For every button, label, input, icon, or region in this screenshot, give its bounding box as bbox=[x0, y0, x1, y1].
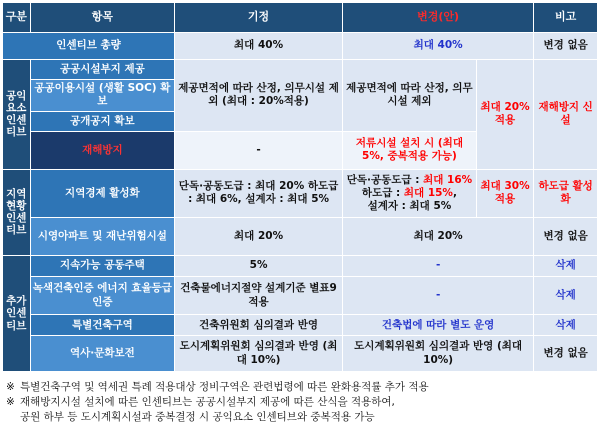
table-row-regional-1 bbox=[3, 169, 598, 217]
changed-regional-apartment: 최대 20% bbox=[343, 218, 534, 256]
category-regional: 지역현황인센티브 bbox=[3, 169, 31, 255]
footnotes bbox=[6, 380, 596, 425]
note-extra-special: 삭제 bbox=[534, 315, 598, 336]
item-extra-sustainable: 지속가능 공동주택 bbox=[30, 256, 175, 277]
category-extra: 추가인센티브 bbox=[3, 256, 31, 372]
changed-regional-line1-value: 최대 16% bbox=[423, 173, 473, 186]
incentive-table bbox=[2, 2, 598, 372]
table-row-total bbox=[3, 32, 598, 59]
current-extra-history: 도시계획위원회 심의결과 반영 (최대 10%) bbox=[175, 336, 343, 372]
table-row-regional-2 bbox=[3, 218, 598, 256]
note-public: 재해방지 신설 bbox=[534, 59, 598, 169]
note-extra-history: 변경 없음 bbox=[534, 336, 598, 372]
changed-extra-green: - bbox=[343, 277, 534, 315]
changed-extra-history: 도시계획위원회 심의결과 반영 (최대 10%) bbox=[343, 336, 534, 372]
changed-extra-special: 건축법에 따라 별도 운영 bbox=[343, 315, 534, 336]
max-public: 최대 20% 적용 bbox=[476, 59, 533, 169]
current-extra-sustainable: 5% bbox=[175, 256, 343, 277]
changed-regional-line3: 설계자 : 최대 5% bbox=[367, 199, 452, 212]
item-public-open-space: 공개공지 확보 bbox=[30, 111, 175, 131]
item-extra-green: 녹색건축인증 에너지 효율등급인증 bbox=[30, 277, 175, 315]
changed-total: 최대 40% bbox=[343, 32, 534, 59]
header-category: 구분 bbox=[3, 3, 31, 33]
item-public-land: 공공시설부지 제공 bbox=[30, 59, 175, 79]
current-regional-apartment: 최대 20% bbox=[175, 218, 343, 256]
header-item: 항목 bbox=[30, 3, 175, 33]
changed-extra-sustainable: - bbox=[343, 256, 534, 277]
changed-regional-line2-value: 최대 15% bbox=[403, 186, 453, 199]
note-extra-green: 삭제 bbox=[534, 277, 598, 315]
current-public: 제공면적에 따라 산정, 의무시설 제외 (최대 : 20%적용) bbox=[175, 59, 343, 131]
footnote-2 bbox=[6, 395, 596, 410]
item-regional-economy: 지역경제 활성화 bbox=[30, 169, 175, 217]
table-row-public-1 bbox=[3, 59, 598, 79]
header-changed: 변경(안) bbox=[343, 3, 534, 33]
note-regional-apartment: 변경 없음 bbox=[534, 218, 598, 256]
footnote-mark: ※ bbox=[6, 381, 15, 393]
table-row-extra-4 bbox=[3, 336, 598, 372]
item-public-disaster: 재해방지 bbox=[30, 131, 175, 169]
table-row-extra-2 bbox=[3, 277, 598, 315]
header-row bbox=[3, 3, 598, 33]
table-row-extra-1 bbox=[3, 256, 598, 277]
item-regional-apartment: 시영아파트 및 재난위험시설 bbox=[30, 218, 175, 256]
footnote-mark: ※ bbox=[6, 396, 15, 408]
note-total: 변경 없음 bbox=[534, 32, 598, 59]
table-row-extra-3 bbox=[3, 315, 598, 336]
item-extra-history: 역사·문화보전 bbox=[30, 336, 175, 372]
item-public-soc: 공공이용시설 (생활 SOC) 확보 bbox=[30, 79, 175, 111]
max-regional: 최대 30% 적용 bbox=[476, 169, 533, 217]
footnote-2-text: 재해방지시설 설치에 따른 인센티브는 공공시설부지 제공에 따른 산식을 적용하여, bbox=[20, 396, 395, 408]
changed-regional-line2-prefix: 하도급 : bbox=[361, 186, 404, 199]
footnote-1-text: 특별건축구역 및 역세권 특례 적용대상 정비구역은 관련법령에 따른 완화용적률 추가 적용 bbox=[20, 381, 429, 393]
header-note: 비고 bbox=[534, 3, 598, 33]
current-extra-green: 건축물에너지절약 설계기준 별표9 적용 bbox=[175, 277, 343, 315]
changed-public: 제공면적에 따라 산정, 의무시설 제외 bbox=[343, 59, 477, 131]
changed-regional-line2-suffix: , bbox=[452, 186, 457, 199]
item-extra-special: 특별건축구역 bbox=[30, 315, 175, 336]
footnote-2-continued: 공원 하부 등 도시계획시설과 중복결정 시 공익요소 인센티브와 중복적용 가능 bbox=[20, 411, 375, 423]
current-regional-economy: 단독·공동도급 : 최대 20% 하도급 : 최대 6%, 설계자 : 최대 5% bbox=[175, 169, 343, 217]
current-total: 최대 40% bbox=[175, 32, 343, 59]
category-public: 공익요소인센티브 bbox=[3, 59, 31, 169]
current-disaster: - bbox=[175, 131, 343, 169]
changed-regional-line1-prefix: 단독·공동도급 : bbox=[346, 173, 424, 186]
changed-regional-economy bbox=[343, 169, 477, 217]
item-total: 인센티브 총량 bbox=[3, 32, 175, 59]
footnote-1 bbox=[6, 380, 596, 395]
current-extra-special: 건축위원회 심의결과 반영 bbox=[175, 315, 343, 336]
note-regional-economy: 하도급 활성화 bbox=[534, 169, 598, 217]
header-current: 기정 bbox=[175, 3, 343, 33]
note-extra-sustainable: 삭제 bbox=[534, 256, 598, 277]
changed-disaster: 저류시설 설치 시 (최대 5%, 중복적용 가능) bbox=[343, 131, 477, 169]
